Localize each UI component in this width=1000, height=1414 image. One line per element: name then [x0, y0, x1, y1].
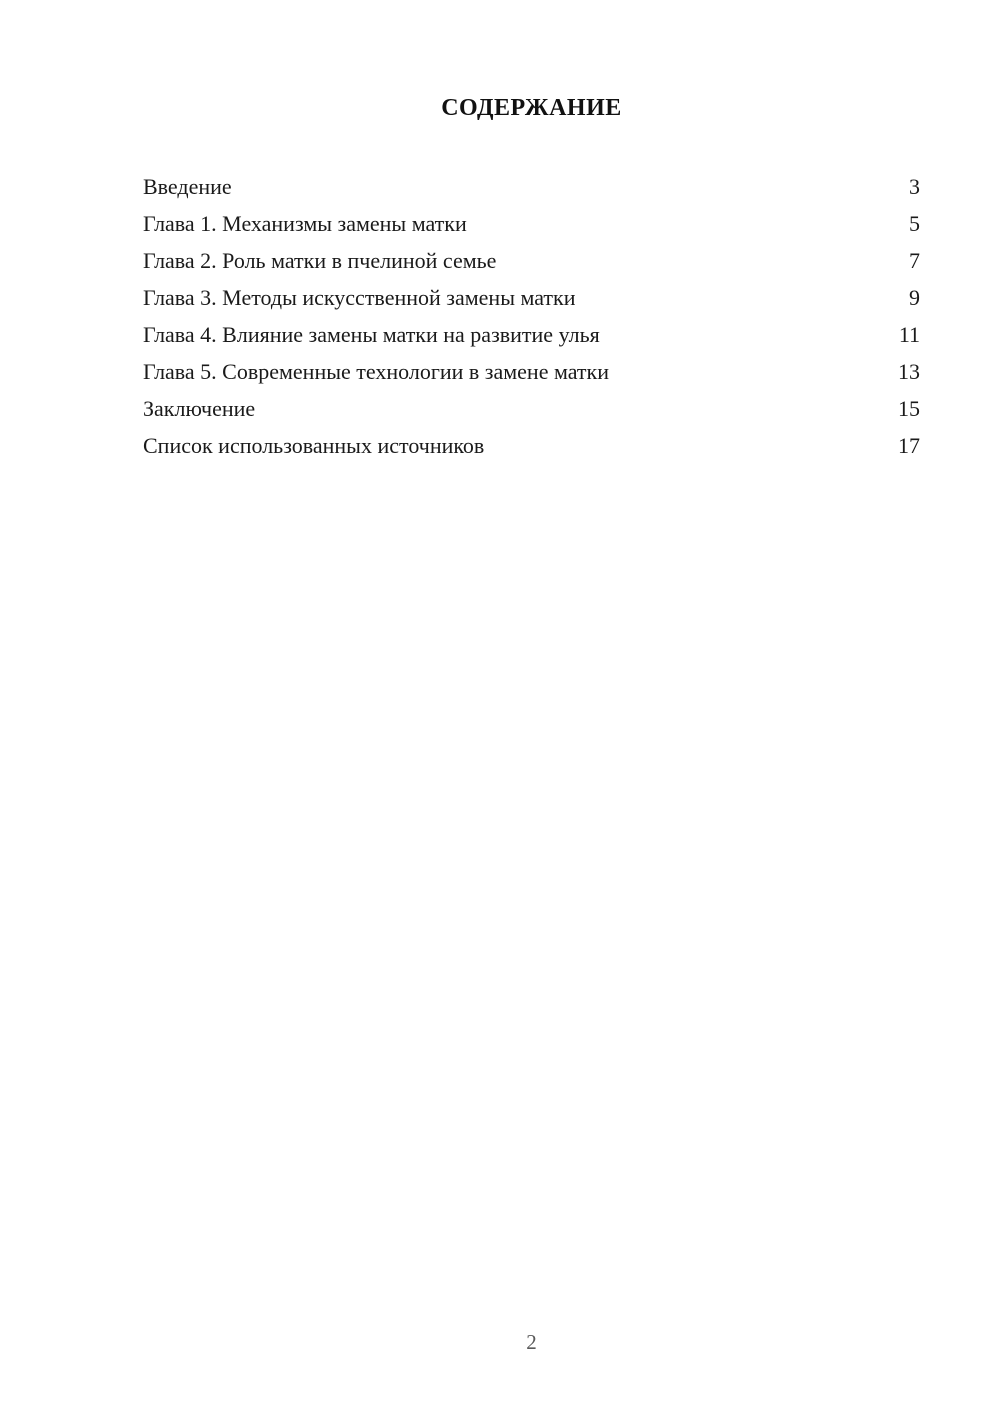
toc-entry-chapter-4[interactable]	[143, 316, 920, 353]
toc-entry-label: Глава 3. Методы искусственной замены матки	[143, 285, 576, 310]
toc-entry-chapter-3[interactable]	[143, 279, 920, 316]
toc-entry-label: Введение	[143, 174, 232, 199]
toc-entry-page-number: 13	[898, 359, 920, 384]
toc-entry-page-number: 17	[898, 433, 920, 458]
footer-page-number: 2	[526, 1330, 537, 1354]
page-content	[143, 95, 920, 464]
toc-entry-introduction[interactable]	[143, 168, 920, 205]
toc-entry-label: Глава 1. Механизмы замены матки	[143, 211, 467, 236]
toc-entry-chapter-1[interactable]	[143, 205, 920, 242]
toc-entry-label: Заключение	[143, 396, 256, 421]
toc-entry-page-number: 3	[909, 174, 920, 199]
toc-entry-page-number: 9	[909, 285, 920, 310]
toc-entry-label: Глава 5. Современные технологии в замене матки	[143, 359, 610, 384]
toc-entry-references[interactable]	[143, 427, 920, 464]
toc-entry-label: Глава 2. Роль матки в пчелиной семье	[143, 248, 497, 273]
toc-entry-page-number: 11	[898, 322, 920, 347]
toc-entry-page-number: 7	[909, 248, 920, 273]
toc-entry-conclusion[interactable]	[143, 390, 920, 427]
toc-entry-label: Глава 4. Влияние замены матки на развитие улья	[143, 322, 600, 347]
toc-entry-chapter-5[interactable]	[143, 353, 920, 390]
toc-entry-page-number: 15	[898, 396, 920, 421]
toc-entry-page-number: 5	[909, 211, 920, 236]
table-of-contents	[143, 168, 920, 464]
toc-entry-label: Список использованных источников	[143, 433, 485, 458]
page-title: СОДЕРЖАНИЕ	[441, 95, 622, 121]
toc-entry-chapter-2[interactable]	[143, 242, 920, 279]
